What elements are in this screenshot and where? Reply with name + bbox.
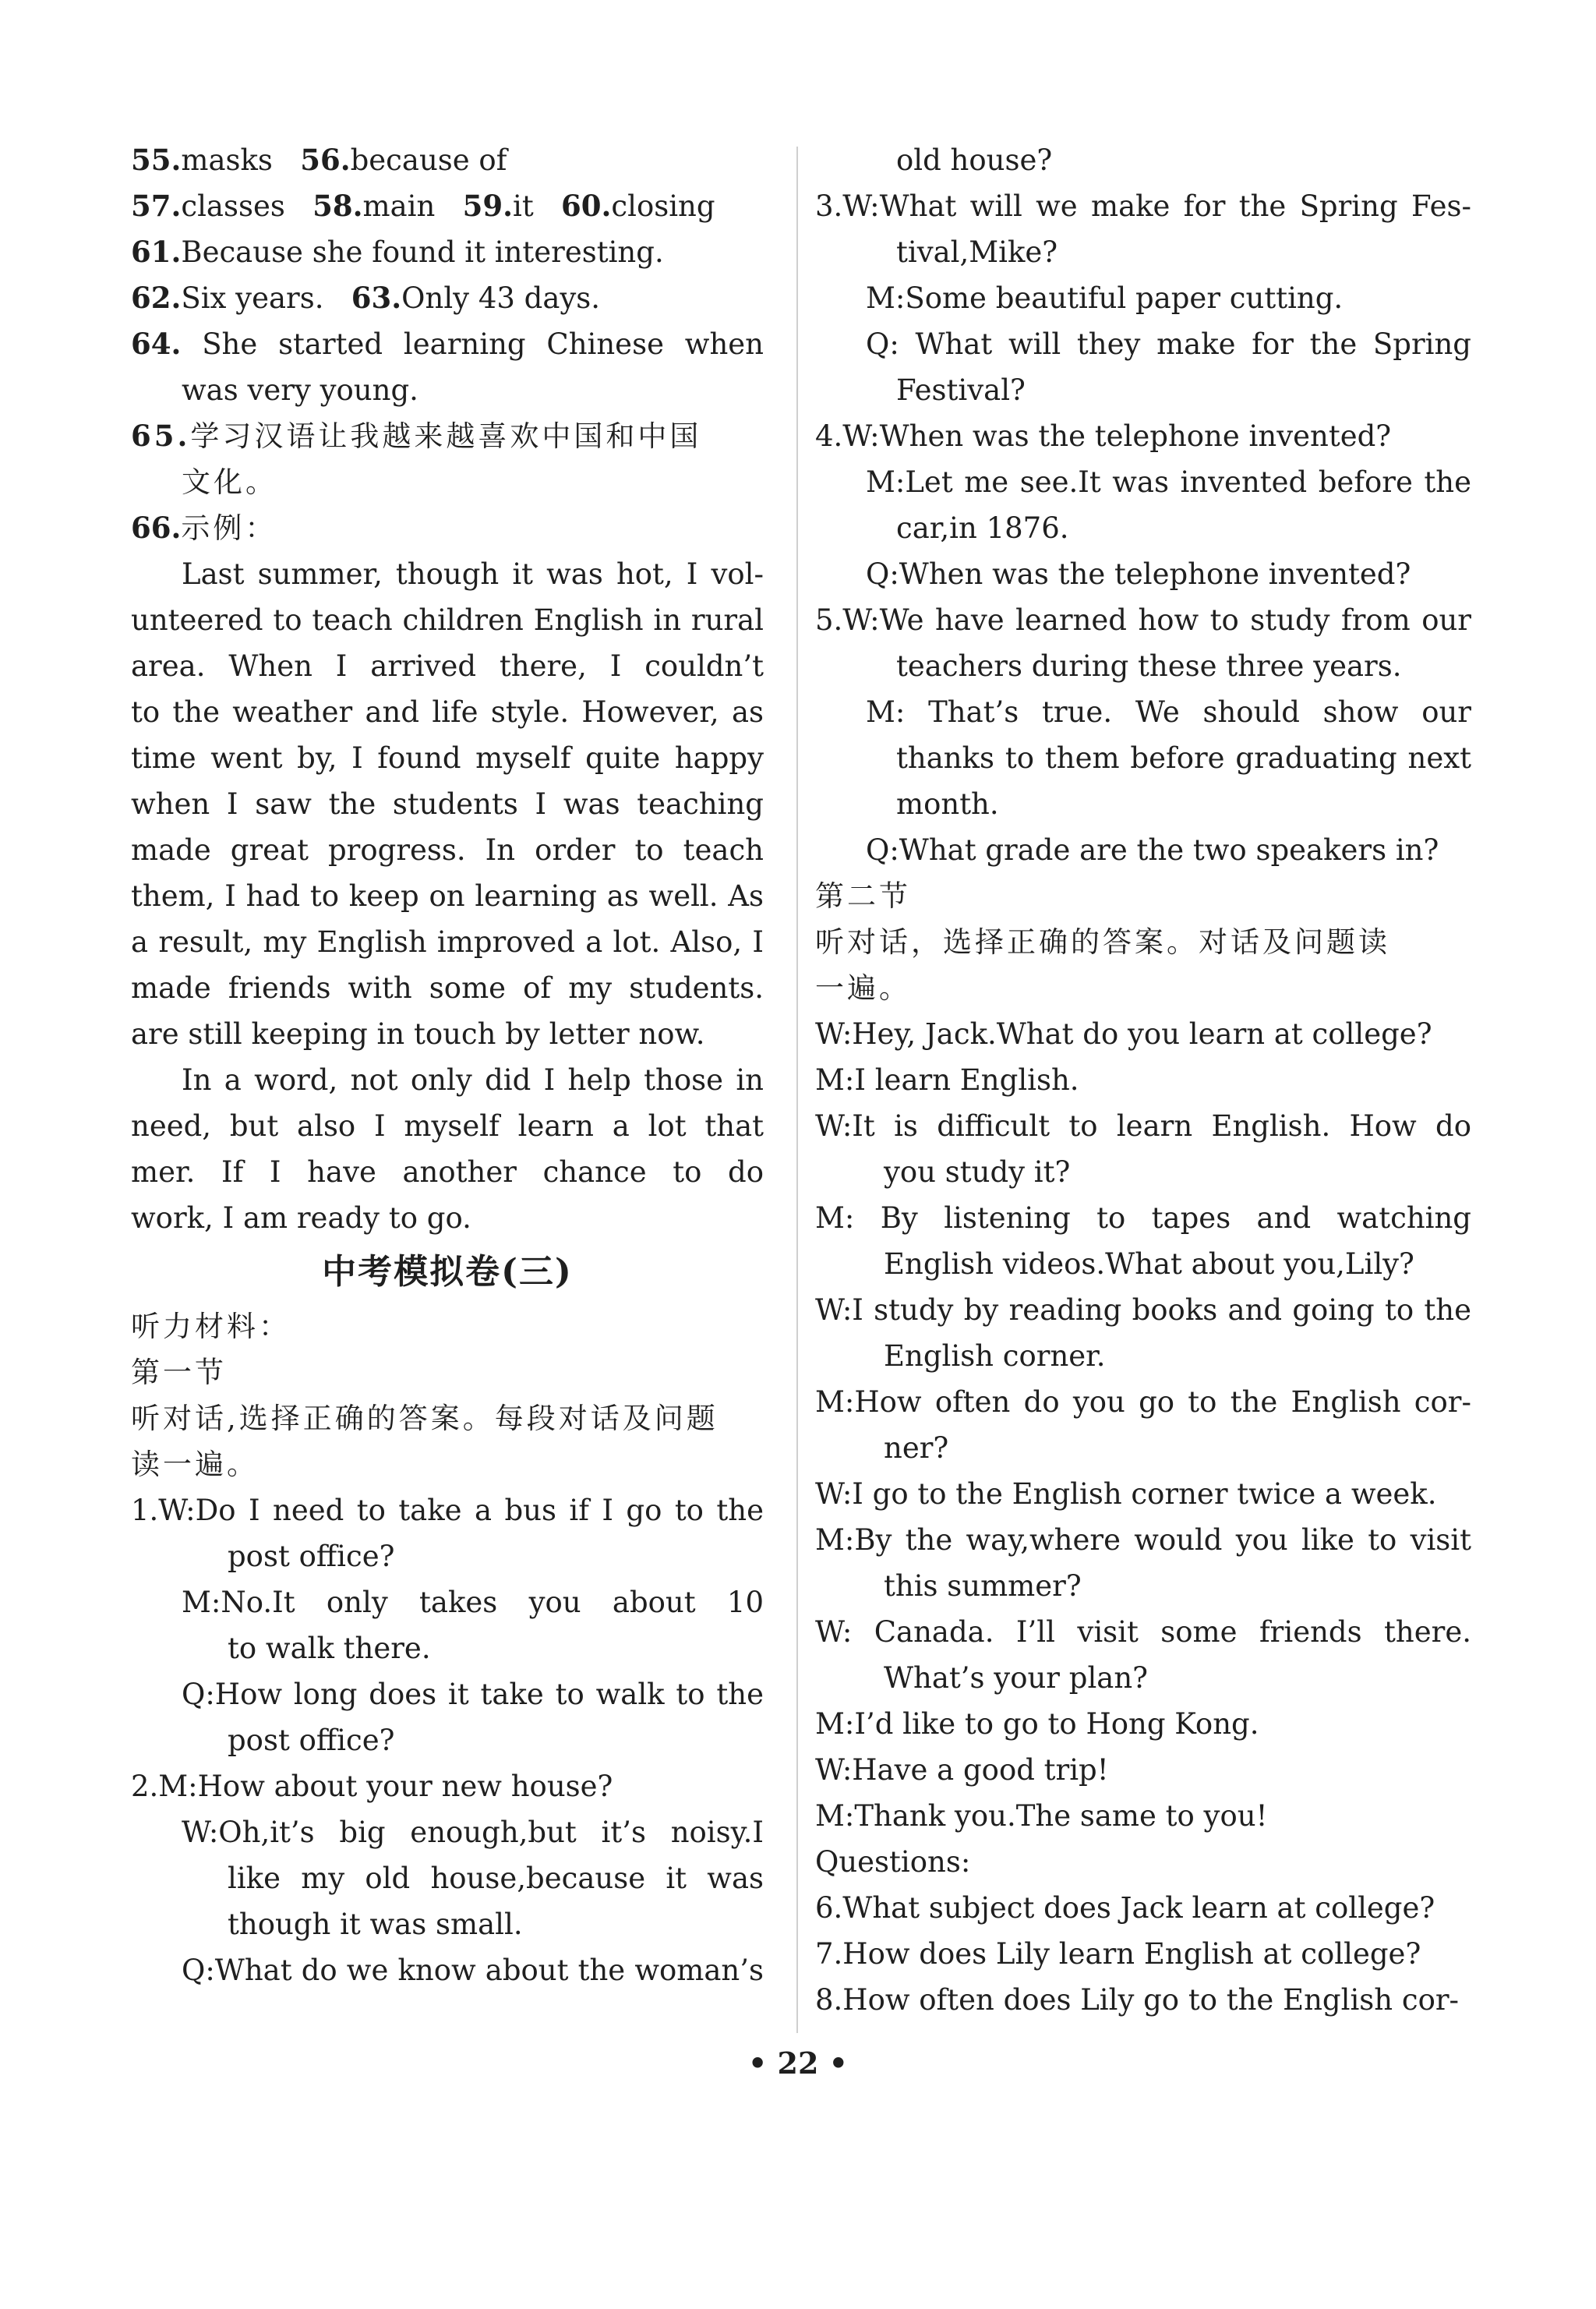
dialog-line: M:I learn English. (815, 1063, 1079, 1097)
question-line: 8.How often does Lily go to the English cor- (815, 1983, 1460, 2017)
dialog-line: M:How often do you go to the English cor- (815, 1385, 1471, 1419)
question-line: 6.What subject does Jack learn at college? (815, 1891, 1435, 1925)
essay-line: made friends with some of my students. (131, 971, 764, 1005)
essay-line: when I saw the students I was teaching (131, 787, 764, 821)
dialog-line: 5.W:We have learned how to study from our (815, 603, 1471, 637)
dialog-line: W:It is difficult to learn English. How do (815, 1109, 1471, 1143)
part2-instruction-line2: 一遍。 (815, 971, 911, 1005)
dialog-line: English corner. (884, 1339, 1106, 1373)
dialog-line: Q:When was the telephone invented? (866, 557, 1411, 591)
dialog-line: M:I’d like to go to Hong Kong. (815, 1707, 1259, 1741)
answer-64-line2: was very young. (182, 373, 418, 407)
dialog-line: W:Hey, Jack.What do you learn at college? (815, 1017, 1432, 1051)
essay-line: unteered to teach children English in rural (131, 603, 764, 637)
dialog-line: W: Canada. I’ll visit some friends there. (815, 1615, 1471, 1649)
essay-line: to the weather and life style. However, as (131, 695, 764, 729)
dialog-line: like my old house,because it was (228, 1862, 764, 1895)
dialog-line: M:Some beautiful paper cutting. (866, 281, 1344, 315)
dialog-line: 2.M:How about your new house? (131, 1770, 613, 1803)
column-divider (796, 147, 798, 2033)
essay-line: In a word, not only did I help those in (182, 1063, 764, 1097)
page-number: • 22 • (748, 2046, 848, 2081)
part2-instruction-line1: 听对话，选择正确的答案。对话及问题读 (815, 925, 1390, 959)
dialog-line: to walk there. (228, 1632, 431, 1665)
dialog-line: M:By the way,where would you like to visit (815, 1523, 1471, 1557)
listening-label: 听力材料： (131, 1310, 291, 1343)
part1-instruction-line1: 听对话,选择正确的答案。每段对话及问题 (131, 1402, 719, 1435)
dialog-line: English videos.What about you,Lily? (884, 1247, 1414, 1281)
dialogs-1-2 (131, 1487, 764, 1993)
dialog-line: car,in 1876. (896, 511, 1069, 545)
dialog-line: W:Have a good trip! (815, 1753, 1109, 1787)
answer-62-63: 62.Six years. 63.Only 43 days. (131, 281, 601, 315)
dialog-line: thanks to them before graduating next (896, 741, 1471, 775)
dialog-line: Q:What do we know about the woman’s (182, 1954, 764, 1987)
essay-line: them, I had to keep on learning as well. As (131, 879, 764, 913)
left-column (131, 137, 764, 1993)
essay-line: area. When I arrived there, I couldn’t (131, 649, 764, 683)
dialog-line: Q: What will they make for the Spring (866, 327, 1471, 361)
part2-heading: 第二节 (815, 879, 911, 913)
answer-66-label: 66.示例： (131, 511, 277, 545)
essay-line: mer. If I have another chance to do (131, 1155, 764, 1189)
dialog-line: old house? (896, 143, 1053, 177)
dialog-line: teachers during these three years. (896, 649, 1402, 683)
essay-line: are still keeping in touch by letter now. (131, 1017, 705, 1051)
part1-instruction-line2: 读一遍。 (131, 1448, 259, 1481)
section-title: 中考模拟卷(三) (322, 1252, 573, 1292)
dialog-line: post office? (228, 1724, 395, 1757)
dialog-line: M: That’s true. We should show our (866, 695, 1471, 729)
dialog-line: M:No.It only takes you about 10 (182, 1586, 764, 1619)
essay (131, 551, 764, 1241)
dialog-line: 1.W:Do I need to take a bus if I go to the (131, 1494, 764, 1527)
part1-heading: 第一节 (131, 1356, 227, 1389)
answer-row-57-60: 57.classes 58.main 59.it 60.closing (131, 189, 715, 223)
dialog-line: though it was small. (228, 1908, 523, 1941)
dialog-line: W:Oh,it’s big enough,but it’s noisy.I (182, 1816, 764, 1849)
essay-line: work, I am ready to go. (131, 1201, 471, 1235)
answer-64-line1: 64. She started learning Chinese when (131, 327, 764, 361)
essay-line: a result, my English improved a lot. Also, I (131, 925, 764, 959)
answer-65-line2: 文化。 (182, 465, 277, 499)
essay-line: need, but also I myself learn a lot that (131, 1109, 764, 1143)
dialog-line: Festival? (896, 373, 1026, 407)
dialog-line: Q:How long does it take to walk to the (182, 1678, 764, 1711)
dialog-line: ner? (884, 1431, 949, 1465)
dialog-line: 3.W:What will we make for the Spring Fes- (815, 189, 1471, 223)
answer-row-55-56: 55.masks 56.because of (131, 143, 507, 177)
questions-label: Questions: (815, 1845, 971, 1879)
essay-line: time went by, I found myself quite happy (131, 741, 764, 775)
dialog-line: post office? (228, 1540, 395, 1573)
dialog-line: month. (896, 787, 999, 821)
dialog-line: W:I study by reading books and going to the (815, 1293, 1471, 1327)
dialog-line: this summer? (884, 1569, 1082, 1603)
answer-65-line1: 65.学习汉语让我越来越喜欢中国和中国 (131, 419, 702, 453)
dialog-line: tival,Mike? (896, 235, 1058, 269)
dialog-line: W:I go to the English corner twice a week. (815, 1477, 1437, 1511)
dialog-line: M:Let me see.It was invented before the (866, 465, 1471, 499)
dialog-line: you study it? (884, 1155, 1071, 1189)
dialog-line: 4.W:When was the telephone invented? (815, 419, 1392, 453)
right-column (815, 137, 1471, 2023)
dialog-line: What’s your plan? (884, 1661, 1148, 1695)
question-line: 7.How does Lily learn English at college? (815, 1937, 1421, 1971)
dialog-line: M: By listening to tapes and watching (815, 1201, 1471, 1235)
essay-line: made great progress. In order to teach (131, 833, 764, 867)
essay-line: Last summer, though it was hot, I vol- (182, 557, 764, 591)
dialog-line: Q:What grade are the two speakers in? (866, 833, 1439, 867)
answer-61: 61.Because she found it interesting. (131, 235, 664, 269)
dialog-line: M:Thank you.The same to you! (815, 1799, 1268, 1833)
